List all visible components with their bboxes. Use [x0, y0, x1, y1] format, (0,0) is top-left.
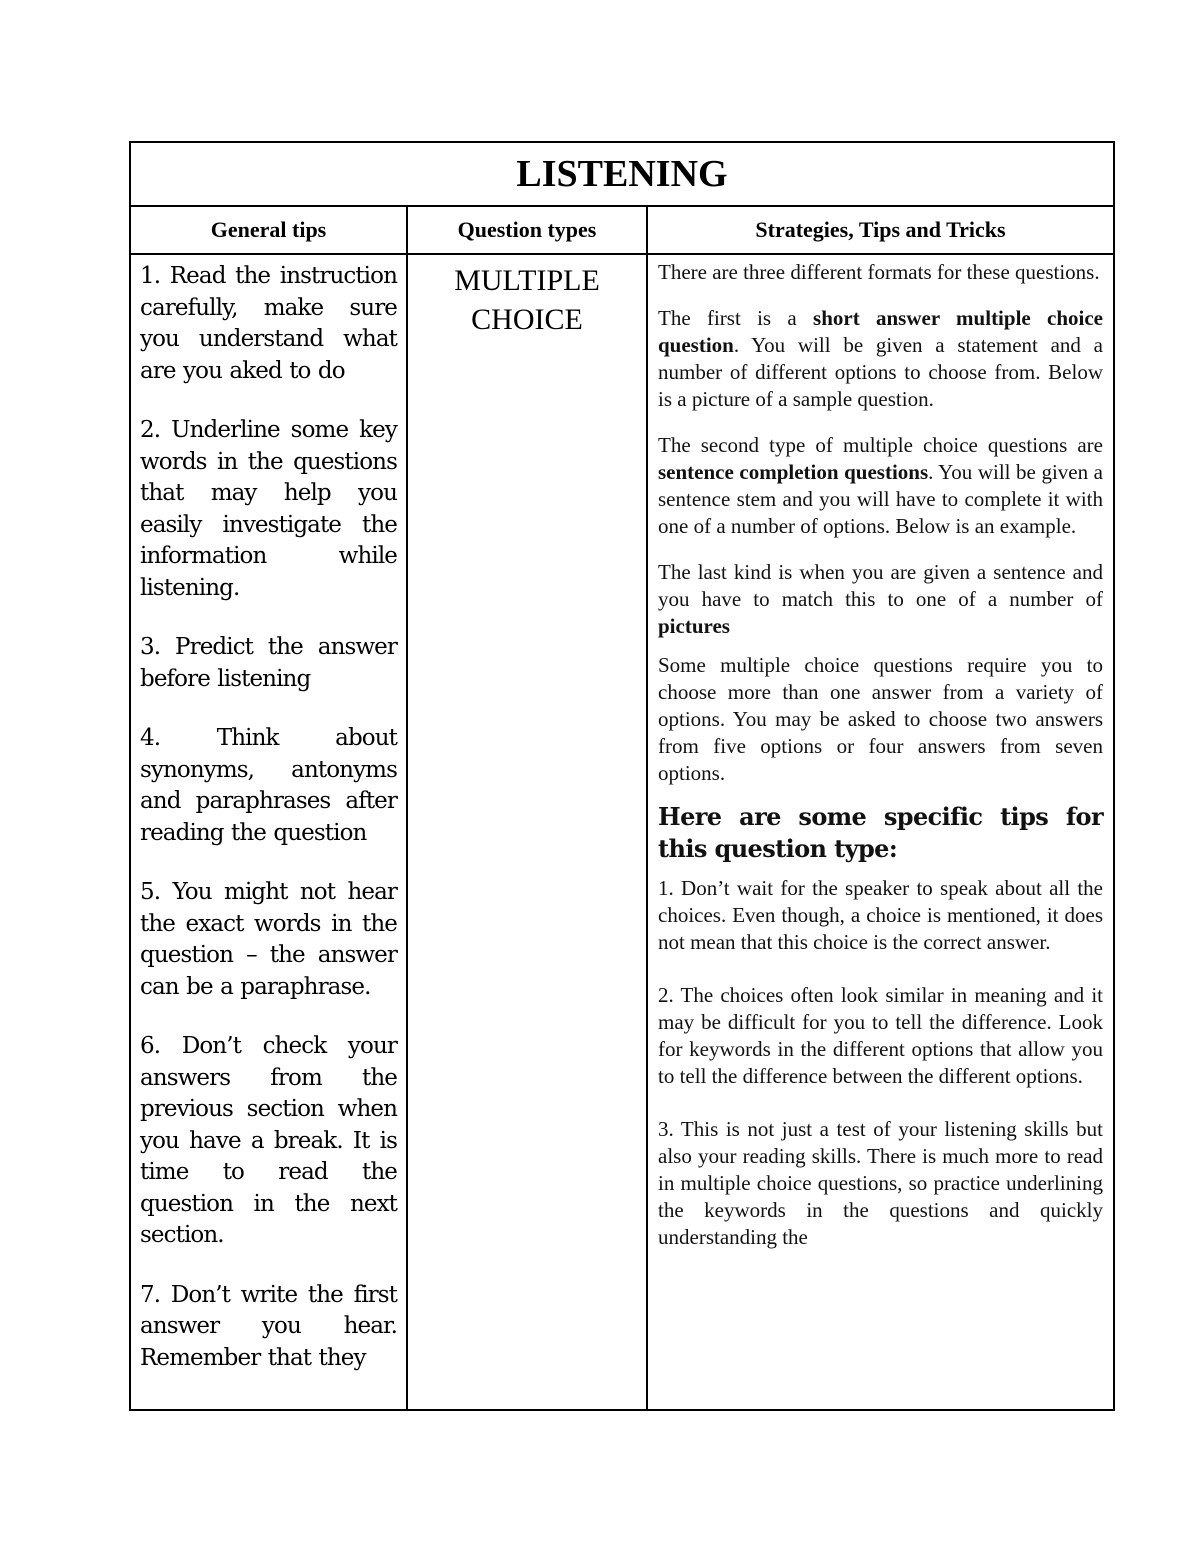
general-tip: 1. Read the instruction carefully, make sure you understand what are you aked to do: [140, 263, 397, 384]
question-type-label: MULTIPLE CHOICE: [454, 264, 600, 336]
format-3-term: pictures: [658, 614, 730, 638]
content-row: [131, 255, 1113, 1409]
strategy-multiple-answers: Some multiple choice questions require you to choose more than one answer from a variety of options. You may be asked to choose two answers from five options or four answers from seven options.: [658, 653, 1103, 785]
specific-tips-heading: Here are some specific tips for this question type:: [658, 802, 1103, 863]
general-tip: 6. Don’t check your answers from the previous section when you have a break. It is time to read the question in the next section.: [140, 1033, 397, 1248]
question-type-cell: [408, 255, 648, 1409]
table-title: LISTENING: [131, 143, 1113, 207]
specific-tip: 2. The choices often look similar in meaning and it may be difficult for you to tell the difference. Look for keywords in the different options that allow you to tell the difference between the different options.: [658, 983, 1103, 1088]
listening-table: [129, 141, 1115, 1411]
strategies-cell: [648, 255, 1113, 1409]
header-general-tips: General tips: [131, 207, 408, 253]
header-row: [131, 207, 1113, 255]
general-tip: 5. You might not hear the exact words in the question – the answer can be a paraphrase.: [140, 879, 397, 1000]
strategy-intro: There are three different formats for these questions.: [658, 260, 1100, 284]
strategy-format-2: The second type of multiple choice questions are sentence completion questions. You will be given a sentence stem and you will have to complete it with one of a number of options. Below is an example.: [658, 433, 1103, 538]
strategy-format-1: The first is a short answer multiple choice question. You will be given a statement and a number of different options to choose from. Below is a picture of a sample question.: [658, 306, 1104, 411]
general-tip: 3. Predict the answer before listening: [140, 634, 397, 692]
general-tip: 7. Don’t write the first answer you hear. Remember that they: [140, 1281, 397, 1371]
general-tip: 4. Think about synonyms, antonyms and paraphrases after reading the question: [140, 725, 397, 846]
header-question-types: Question types: [408, 207, 648, 253]
format-2-term: sentence completion questions: [658, 460, 929, 484]
specific-tip: 1. Don’t wait for the speaker to speak about all the choices. Even though, a choice is mentioned, it does not mean that this choice is the correct answer.: [658, 876, 1103, 954]
specific-tip: 3. This is not just a test of your listening skills but also your reading skills. There is much more to read in multiple choice questions, so practice underlining the keywords in the questions and quickly understanding the: [658, 1117, 1103, 1249]
format-1-term: short answer multiple choice question: [658, 306, 1104, 357]
strategy-format-3: The last kind is when you are given a sentence and you have to match this to one of a number of pictures: [658, 560, 1103, 638]
header-strategies: Strategies, Tips and Tricks: [755, 217, 1006, 242]
general-tips-cell: [131, 255, 408, 1409]
general-tip: 2. Underline some key words in the questions that may help you easily investigate the information while listening.: [140, 417, 397, 601]
